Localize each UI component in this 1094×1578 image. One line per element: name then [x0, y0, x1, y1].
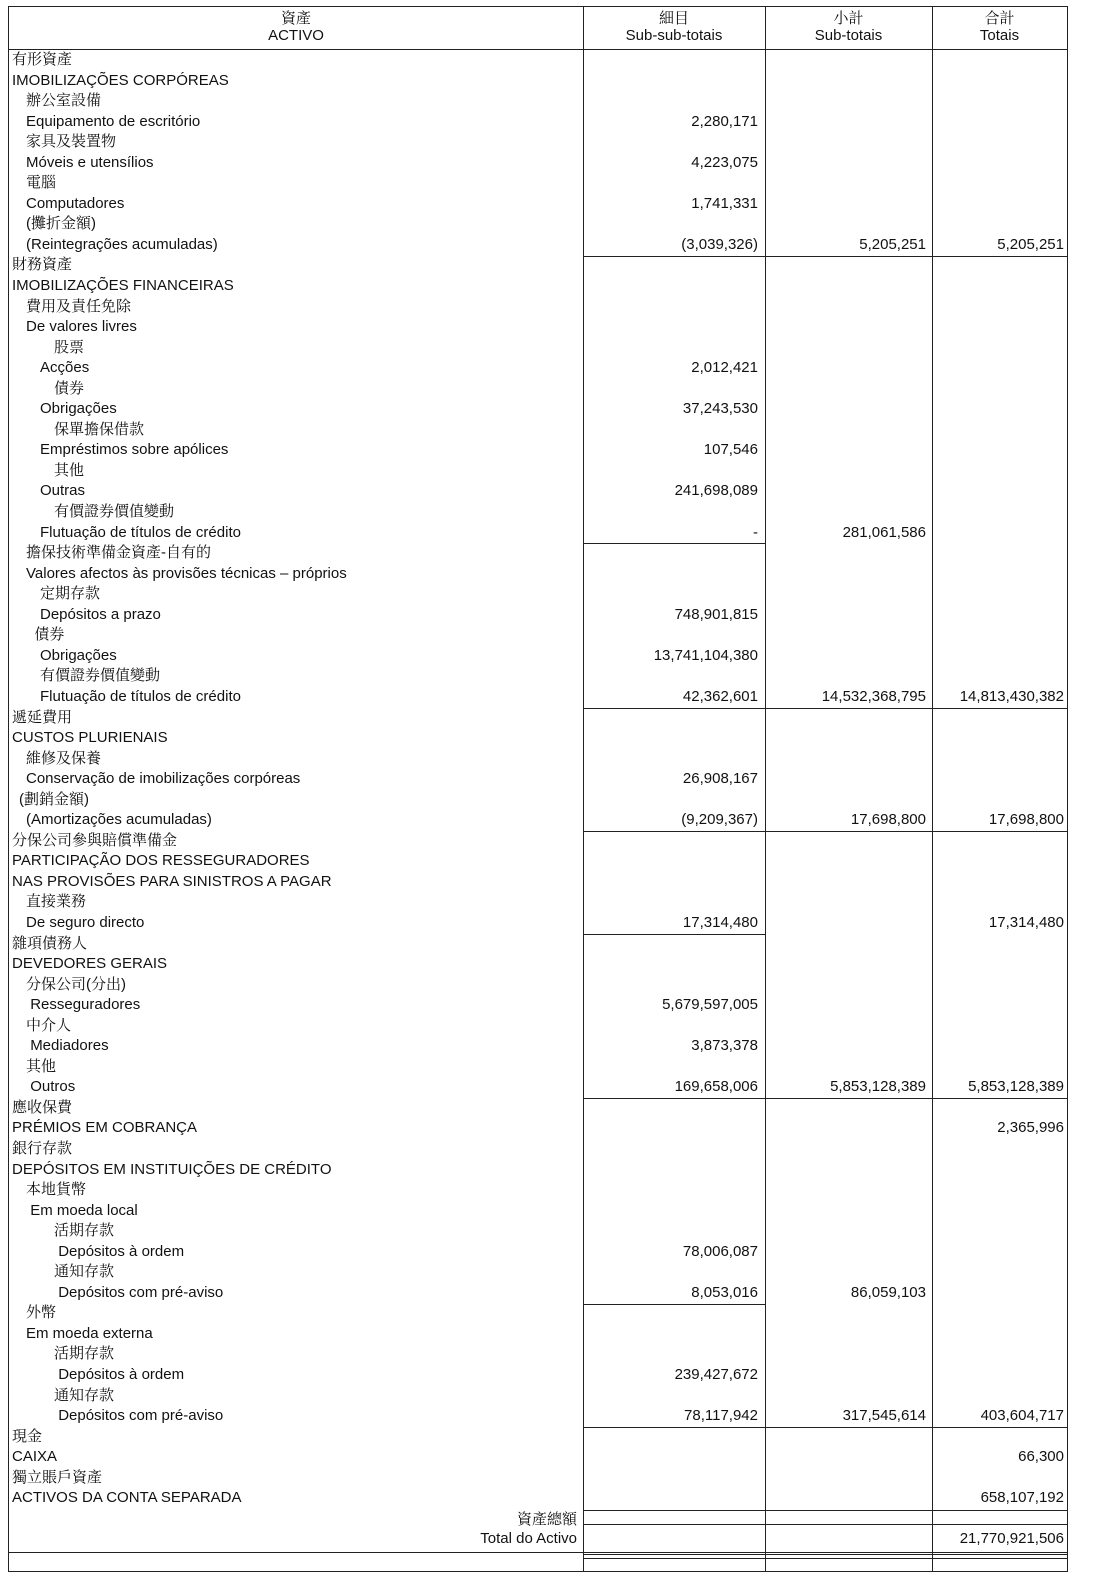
row-label: 其他 — [26, 1057, 57, 1075]
row-label: 辦公室設備 — [26, 92, 102, 110]
table-row — [9, 872, 1067, 893]
total-rule — [583, 1554, 1067, 1555]
subtotal-rule — [583, 543, 765, 544]
row-label: CUSTOS PLURIENAIS — [12, 729, 168, 747]
table-row — [9, 194, 1067, 215]
row-label: 債券 — [54, 379, 85, 397]
row-label: 費用及責任免除 — [26, 297, 132, 315]
table-row — [9, 399, 1067, 420]
table-row — [9, 1139, 1067, 1160]
table-row — [9, 790, 1067, 811]
table-row — [9, 440, 1067, 461]
header-sub-totais-zh: 小計 — [833, 10, 864, 27]
total-label-pt: Total do Activo — [480, 1530, 577, 1547]
table-row — [9, 1180, 1067, 1201]
row-label: Móveis e utensílios — [26, 153, 154, 171]
row-label: Depósitos a prazo — [40, 605, 161, 623]
row-label: 有價證券價值變動 — [54, 503, 175, 521]
table-row — [9, 338, 1067, 359]
header-sub-totais — [765, 7, 932, 49]
sub-sub-total-value: 8,053,016 — [691, 1283, 758, 1301]
row-label: 中介人 — [26, 1016, 72, 1034]
table-row — [9, 1057, 1067, 1078]
total-rule — [583, 1510, 1067, 1511]
table-row — [9, 1427, 1067, 1448]
table-row — [9, 50, 1067, 71]
row-label: Outras — [40, 482, 86, 500]
row-label: PRÉMIOS EM COBRANÇA — [12, 1119, 198, 1137]
subtotal-rule — [932, 1427, 1067, 1428]
row-label: Empréstimos sobre apólices — [40, 441, 229, 459]
row-label: 分保公司參與賠償準備金 — [12, 831, 178, 849]
header-activo — [9, 7, 583, 49]
table-row — [9, 132, 1067, 153]
sub-sub-total-value: 2,012,421 — [691, 359, 758, 377]
sub-sub-total-value: 748,901,815 — [674, 605, 758, 623]
sub-total-value: 5,205,251 — [859, 235, 926, 253]
table-row — [9, 646, 1067, 667]
total-rule — [583, 1524, 1067, 1525]
table-row — [9, 1447, 1067, 1468]
sub-sub-total-value: (3,039,326) — [681, 235, 758, 253]
table-row — [9, 502, 1067, 523]
table-row — [9, 1303, 1067, 1324]
sub-sub-total-value: 26,908,167 — [682, 770, 758, 788]
total-label-zh: 資產總額 — [516, 1511, 577, 1528]
row-label: Depósitos com pré-aviso — [58, 1407, 224, 1425]
table-row — [9, 523, 1067, 544]
table-body — [9, 50, 1067, 1509]
sub-total-value: 5,853,128,389 — [830, 1078, 926, 1096]
total-value: 658,107,192 — [980, 1489, 1064, 1507]
row-label: DEVEDORES GERAIS — [12, 955, 168, 973]
total-value: 17,698,800 — [988, 811, 1064, 829]
table-row — [9, 995, 1067, 1016]
table-row — [9, 1468, 1067, 1489]
sub-total-value: 281,061,586 — [842, 523, 926, 541]
total-value: 5,205,251 — [997, 235, 1064, 253]
table-row — [9, 934, 1067, 955]
table-row — [9, 1406, 1067, 1427]
row-label: 應收保費 — [12, 1098, 73, 1116]
total-value: 2,365,996 — [997, 1119, 1064, 1137]
table-row — [9, 605, 1067, 626]
sub-sub-total-value: 78,117,942 — [684, 1407, 758, 1425]
total-value: 21,770,921,506 — [959, 1530, 1064, 1547]
row-label: Depósitos à ordem — [58, 1366, 185, 1383]
sub-sub-total-value: (9,209,367) — [681, 811, 758, 829]
header-sub-totais-pt: Sub-totais — [814, 27, 883, 44]
table-row — [9, 975, 1067, 996]
table-row — [9, 379, 1067, 400]
table-row — [9, 687, 1067, 708]
table-row — [9, 1283, 1067, 1304]
sub-sub-total-value: - — [753, 523, 758, 541]
table-row — [9, 214, 1067, 235]
row-label: 有形資產 — [12, 51, 73, 68]
header-activo-pt: ACTIVO — [268, 27, 324, 44]
sub-sub-total-value: 13,741,104,380 — [653, 646, 758, 664]
table-row — [9, 173, 1067, 194]
sub-sub-total-value: 78,006,087 — [682, 1242, 758, 1260]
table-row — [9, 235, 1067, 256]
table-row — [9, 625, 1067, 646]
subtotal-rule — [583, 708, 765, 709]
row-label: Obrigações — [40, 400, 117, 418]
row-label: IMOBILIZAÇÕES CORPÓREAS — [12, 71, 229, 89]
row-label: De valores livres — [26, 318, 137, 336]
table-row — [9, 420, 1067, 441]
row-label: IMOBILIZAÇÕES FINANCEIRAS — [12, 277, 234, 295]
total-value: 5,853,128,389 — [968, 1078, 1064, 1096]
total-value: 66,300 — [1018, 1448, 1064, 1466]
row-label: 遞延費用 — [12, 708, 73, 726]
table-row — [9, 358, 1067, 379]
table-row — [9, 769, 1067, 790]
sub-sub-total-value: 3,873,378 — [691, 1037, 758, 1055]
table-row — [9, 810, 1067, 831]
table-row — [9, 91, 1067, 112]
header-totais-zh: 合計 — [984, 10, 1015, 27]
table-row — [9, 317, 1067, 338]
table-row — [9, 1118, 1067, 1139]
header-totais-pt: Totais — [979, 27, 1020, 44]
total-rule — [583, 1558, 1067, 1559]
sub-total-value: 17,698,800 — [850, 811, 926, 829]
table-row — [9, 1077, 1067, 1098]
row-label: (Reintegrações acumuladas) — [26, 235, 218, 253]
row-label: 債券 — [34, 626, 65, 644]
row-label: 現金 — [12, 1427, 43, 1445]
sub-sub-total-value: 4,223,075 — [691, 153, 758, 171]
table-row — [9, 708, 1067, 729]
row-label: Acções — [40, 359, 90, 377]
row-label: 獨立賬戶資產 — [12, 1468, 103, 1486]
row-label: ACTIVOS DA CONTA SEPARADA — [12, 1489, 242, 1507]
row-label: 有價證券價值變動 — [40, 667, 161, 685]
row-label: Flutuação de títulos de crédito — [40, 523, 241, 541]
sub-total-value: 317,545,614 — [842, 1407, 926, 1425]
row-label: 活期存款 — [54, 1345, 115, 1363]
table-row — [9, 728, 1067, 749]
subtotal-rule — [583, 256, 765, 257]
table-row — [9, 112, 1067, 133]
sub-total-value: 14,532,368,795 — [821, 687, 926, 705]
table-row — [9, 255, 1067, 276]
row-label: 其他 — [54, 461, 85, 479]
table-row — [9, 1262, 1067, 1283]
table-row — [9, 913, 1067, 934]
row-label: 外幣 — [26, 1304, 57, 1322]
subtotal-rule — [583, 1304, 765, 1305]
table-row — [9, 1242, 1067, 1263]
row-label: 本地貨幣 — [26, 1181, 87, 1199]
row-label: DEPÓSITOS EM INSTITUIÇÕES DE CRÉDITO — [12, 1160, 332, 1178]
subtotal-rule — [932, 831, 1067, 832]
row-label: Computadores — [26, 194, 125, 212]
row-label: 電腦 — [26, 174, 57, 192]
table-row — [9, 543, 1067, 564]
sub-sub-total-value: 1,741,331 — [691, 194, 758, 212]
row-label: 銀行存款 — [12, 1139, 73, 1157]
row-label: 通知存款 — [54, 1386, 115, 1404]
table-row — [9, 666, 1067, 687]
table-row — [9, 1365, 1067, 1386]
row-label: 維修及保養 — [26, 749, 102, 767]
row-label: Depósitos à ordem — [58, 1242, 185, 1260]
subtotal-rule — [583, 1427, 765, 1428]
balance-sheet-table — [8, 6, 1068, 1572]
row-label: NAS PROVISÕES PARA SINISTROS A PAGAR — [12, 872, 332, 890]
table-row — [9, 153, 1067, 174]
subtotal-rule — [765, 1098, 932, 1099]
subtotal-rule — [583, 934, 765, 935]
row-label: 保單擔保借款 — [54, 420, 145, 438]
table-row — [9, 831, 1067, 852]
sub-sub-total-value: 37,243,530 — [682, 400, 758, 418]
sub-sub-total-value: 241,698,089 — [674, 482, 758, 500]
row-label: Em moeda externa — [26, 1324, 153, 1342]
row-label: 直接業務 — [26, 893, 87, 911]
table-row — [9, 749, 1067, 770]
row-label: Outros — [30, 1078, 76, 1096]
header-totais — [932, 7, 1067, 49]
table-row — [9, 71, 1067, 92]
row-label: 雜項債務人 — [12, 934, 88, 952]
row-label: 財務資產 — [12, 256, 73, 274]
row-label: Obrigações — [40, 646, 117, 664]
row-label: 定期存款 — [40, 585, 101, 603]
row-label: Em moeda local — [30, 1201, 138, 1219]
sub-sub-total-value: 17,314,480 — [682, 913, 758, 931]
sub-sub-total-value: 169,658,006 — [674, 1078, 758, 1096]
row-label: (Amortizações acumuladas) — [26, 811, 212, 829]
table-row — [9, 1160, 1067, 1181]
table-row — [9, 1201, 1067, 1222]
table-row — [9, 851, 1067, 872]
sub-sub-total-value: 239,427,672 — [674, 1366, 758, 1383]
row-label: 分保公司(分出) — [26, 975, 126, 993]
row-label: (攤折金額) — [26, 215, 96, 233]
row-label: Mediadores — [30, 1037, 109, 1055]
subtotal-rule — [583, 831, 765, 832]
row-label: 活期存款 — [54, 1222, 115, 1240]
row-label: Conservação de imobilizações corpóreas — [26, 770, 301, 788]
table-row — [9, 564, 1067, 585]
subtotal-rule — [765, 708, 932, 709]
table-row — [9, 461, 1067, 482]
table-row — [9, 954, 1067, 975]
sub-sub-total-value: 42,362,601 — [682, 687, 758, 705]
row-label: Equipamento de escritório — [26, 112, 201, 130]
subtotal-rule — [932, 1098, 1067, 1099]
table-row — [9, 481, 1067, 502]
total-value: 17,314,480 — [988, 913, 1064, 931]
subtotal-rule — [932, 708, 1067, 709]
table-row — [9, 297, 1067, 318]
row-label: 擔保技術準備金資產-自有的 — [26, 544, 211, 562]
subtotal-rule — [583, 1098, 765, 1099]
subtotal-rule — [932, 256, 1067, 257]
row-label: Valores afectos às provisões técnicas – próprios — [26, 564, 347, 582]
sub-sub-total-value: 107,546 — [703, 441, 758, 459]
table-row — [9, 1221, 1067, 1242]
total-value: 403,604,717 — [980, 1407, 1064, 1425]
total-value: 14,813,430,382 — [959, 687, 1064, 705]
total-rule — [9, 1552, 1067, 1553]
table-row — [9, 892, 1067, 913]
sub-sub-total-value: 5,679,597,005 — [662, 996, 758, 1014]
table-row — [9, 584, 1067, 605]
row-label: 家具及裝置物 — [26, 133, 117, 151]
row-label: 通知存款 — [54, 1263, 115, 1281]
row-label: De seguro directo — [26, 913, 145, 931]
subtotal-rule — [765, 256, 932, 257]
total-block — [9, 1504, 1067, 1573]
row-label: (劃銷金額) — [19, 790, 89, 808]
table-row — [9, 1016, 1067, 1037]
row-label: PARTICIPAÇÃO DOS RESSEGURADORES — [12, 852, 310, 870]
header-sub-sub-totais-pt: Sub-sub-totais — [625, 27, 723, 44]
table-row — [9, 1098, 1067, 1119]
subtotal-rule — [765, 831, 932, 832]
row-label: Flutuação de títulos de crédito — [40, 687, 241, 705]
table-row — [9, 276, 1067, 297]
row-label: CAIXA — [12, 1448, 58, 1466]
header-sub-sub-totais — [583, 7, 765, 49]
sub-sub-total-value: 2,280,171 — [691, 112, 758, 130]
sub-total-value: 86,059,103 — [850, 1283, 926, 1301]
header-sub-sub-totais-zh: 細目 — [658, 10, 689, 27]
table-row — [9, 1324, 1067, 1345]
row-label: Depósitos com pré-aviso — [58, 1283, 224, 1301]
table-row — [9, 1344, 1067, 1365]
table-row — [9, 1036, 1067, 1057]
row-label: Resseguradores — [30, 996, 141, 1014]
row-label: 股票 — [54, 338, 85, 356]
table-row — [9, 1386, 1067, 1407]
subtotal-rule — [765, 1427, 932, 1428]
header-activo-zh: 資產 — [280, 10, 311, 27]
